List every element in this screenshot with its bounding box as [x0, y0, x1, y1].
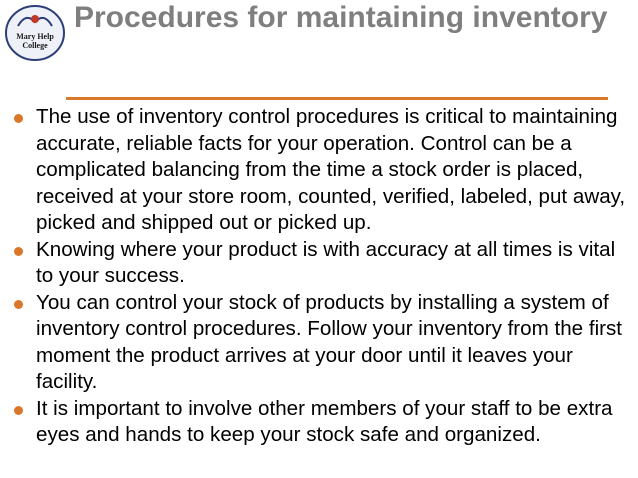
bullet-dot-icon — [14, 247, 23, 256]
title-underline — [66, 97, 608, 100]
logo-text-line2: College — [22, 41, 48, 50]
bullet-dot-icon — [14, 114, 23, 123]
bullet-text: Knowing where your product is with accuracy at all times is vital to your success. — [36, 237, 616, 287]
bullet-text: The use of inventory control procedures is critical to maintaining accurate, reliable facts for your operation. Control can be a complicated balancing from the time a stock order is placed, received at your store room, counted, verified, labeled, put away, picked and shipped out or picked up. — [36, 105, 626, 234]
bullet-list — [14, 104, 626, 449]
bullet-item — [14, 237, 626, 290]
bullet-item — [14, 396, 626, 449]
bullet-item — [14, 104, 626, 237]
bullet-text: It is important to involve other members of your staff to be extra eyes and hands to keep your stock safe and organized. — [36, 396, 613, 446]
bullet-text: You can control your stock of products by installing a system of inventory control procedures. Follow your inventory from the first moment the product arrives at your door until it leaves your facility. — [36, 290, 623, 393]
college-logo — [4, 4, 66, 62]
logo-text-line1: Mary Help — [16, 32, 54, 41]
slide-title: Procedures for maintaining inventory — [74, 1, 608, 34]
bullet-item — [14, 290, 626, 396]
bullet-dot-icon — [14, 300, 23, 309]
bullet-dot-icon — [14, 406, 23, 415]
